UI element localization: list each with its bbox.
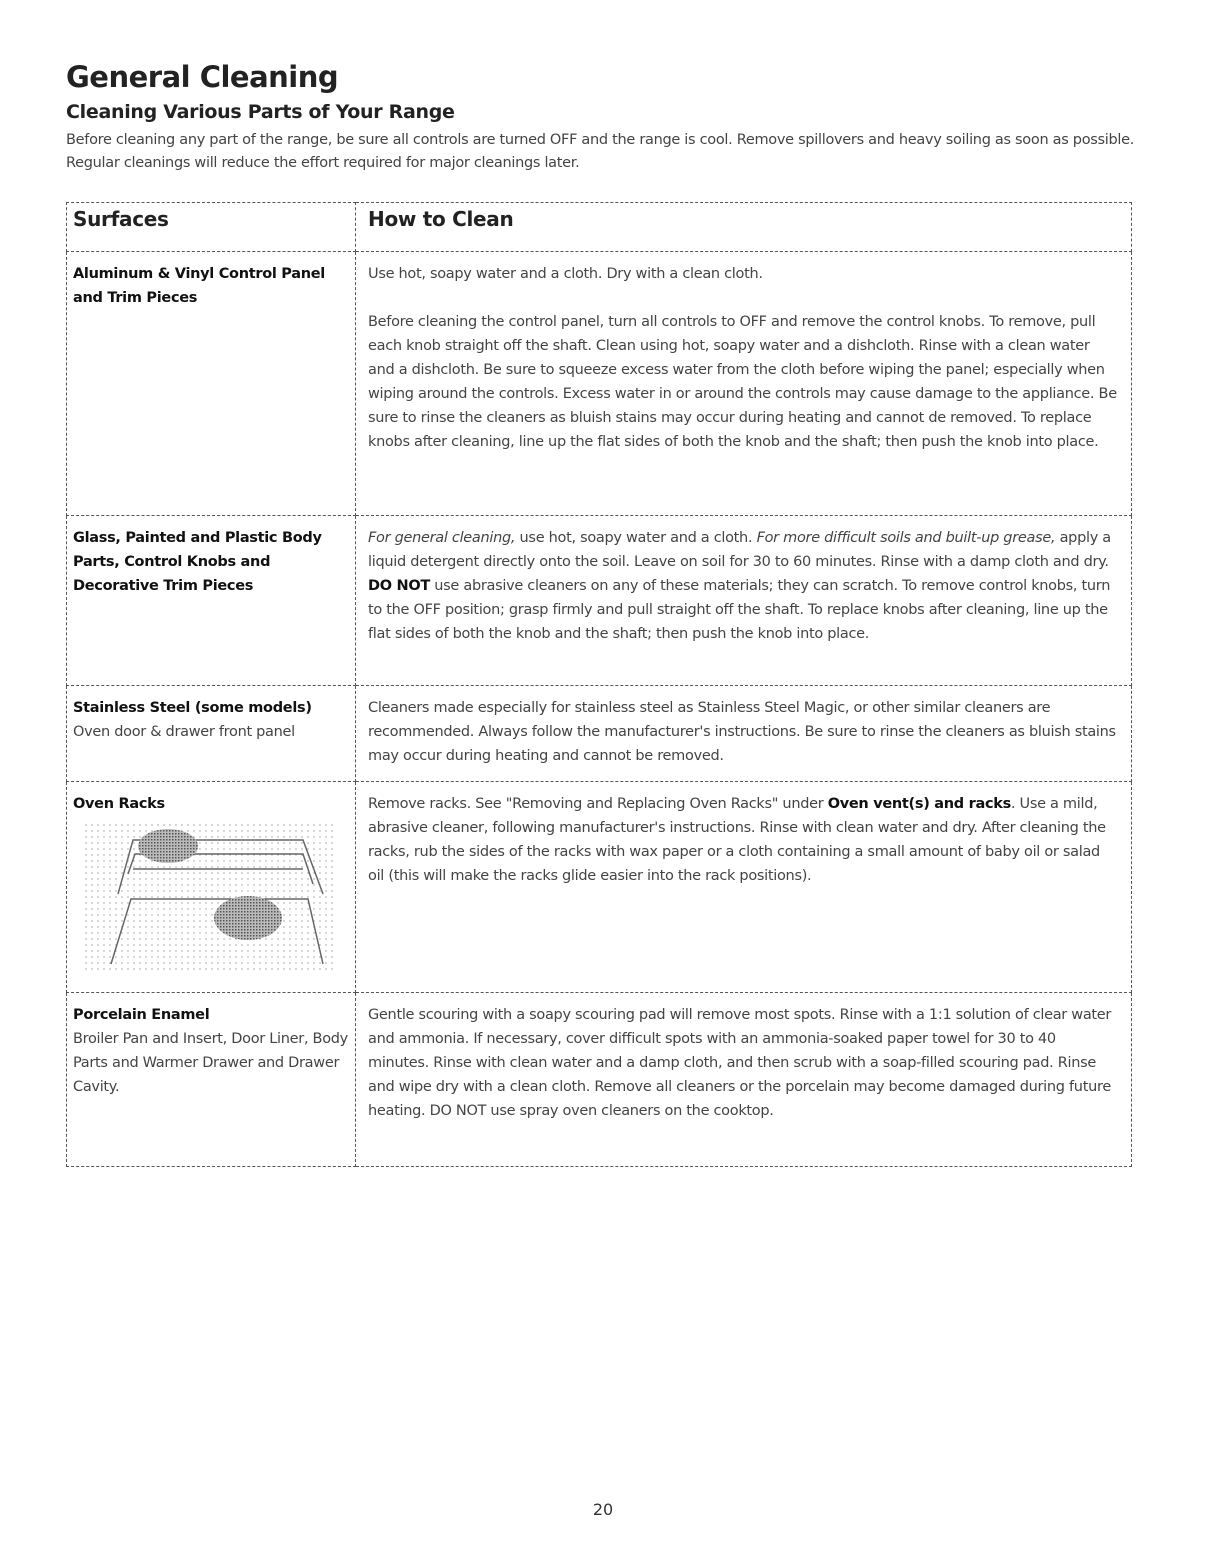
instruction-text: apply a liquid detergent directly onto the soil. Leave on soil for 30 to 60 minutes. Rinse with a damp cloth and dry.: [368, 530, 1111, 570]
cleaning-pad-icon: [138, 829, 198, 863]
surface-name: Oven Racks: [73, 796, 165, 812]
surface-detail: Broiler Pan and Insert, Door Liner, Body Parts and Warmer Drawer and Drawer Cavity.: [73, 1031, 348, 1095]
surface-name: Stainless Steel (some models): [73, 700, 312, 716]
table-row: [67, 686, 1132, 782]
table-row: [67, 516, 1132, 686]
surface-detail: Oven door & drawer front panel: [73, 724, 295, 740]
header-surfaces: Surfaces: [67, 203, 356, 252]
emphasis: For more difficult soils and built-up grease,: [756, 530, 1056, 546]
instruction-text: use abrasive cleaners on any of these materials; they can scratch. To remove control knobs, turn to the OFF position; grasp firmly and pull straight off the shaft. To replace knobs after cleaning, line up the flat sides of both the knob and the shaft; then push the knob into place.: [368, 578, 1111, 642]
instruction-text: Before cleaning the control panel, turn all controls to OFF and remove the control knobs. To remove, pull each knob straight off the shaft. Clean using hot, soapy water and a dishcloth. Rinse with a clean water and a dishcloth. Be sure to squeeze excess water from the cloth before wiping the panel; especially when wiping around the controls. Excess water in or around the controls may cause damage to the appliance. Be sure to rinse the cleaners as bluish stains may occur during heating and cannot de removed. To replace knobs after cleaning, line up the flat sides of both the knob and the shaft; then push the knob into place.: [368, 314, 1117, 450]
page-title: General Cleaning: [66, 60, 339, 94]
table-row: [67, 993, 1132, 1167]
how-cell: Gentle scouring with a soapy scouring pad will remove most spots. Rinse with a 1:1 solution of clear water and ammonia. If necessary, cover difficult spots with an ammonia-soaked paper towel for 30 to 40 minutes. Rinse with clean water and a damp cloth, and then scrub with a soap-filled scouring pad. Rinse and wipe dry with a clean cloth. Remove all cleaners or the porcelain may become damaged during future heating. DO NOT use spray oven cleaners on the cooktop.: [356, 993, 1132, 1167]
cleaning-table: [66, 202, 1132, 1167]
how-cell: [356, 782, 1132, 993]
surface-cell: [67, 993, 356, 1167]
table-header-row: [67, 203, 1132, 252]
how-cell: [356, 252, 1132, 516]
page-number: 20: [592, 1500, 614, 1519]
oven-rack-illustration: [73, 824, 333, 974]
header-how-to-clean: How to Clean: [356, 203, 1132, 252]
how-cell: Cleaners made especially for stainless steel as Stainless Steel Magic, or other similar cleaners are recommended. Always follow the manufacturer's instructions. Be sure to rinse the cleaners as bluish stains may occur during heating and cannot be removed.: [356, 686, 1132, 782]
table-row: [67, 782, 1132, 993]
section-subtitle: Cleaning Various Parts of Your Range: [66, 101, 455, 123]
surface-cell: [67, 782, 356, 993]
cleaning-pad-icon: [214, 896, 282, 940]
instruction-text: . Use a mild, abrasive cleaner, following manufacturer's instructions. Rinse with clean water and dry. After cleaning the racks, rub the sides of the racks with wax paper or a cloth containing a small amount of baby oil or salad oil (this will make the racks glide easier into the rack positions).: [368, 796, 1106, 884]
table-row: [67, 252, 1132, 516]
instruction-text: Use hot, soapy water and a cloth. Dry with a clean cloth.: [368, 266, 763, 282]
intro-paragraph: Before cleaning any part of the range, be sure all controls are turned OFF and the range is cool. Remove spillovers and heavy soiling as soon as possible. Regular cleanings will reduce the effort required for major cleanings later.: [66, 132, 1135, 171]
instruction-text: use hot, soapy water and a cloth.: [515, 530, 757, 546]
how-cell: [356, 516, 1132, 686]
warning-text: DO NOT: [368, 578, 430, 594]
surface-cell: [67, 686, 356, 782]
emphasis: For general cleaning,: [368, 530, 516, 546]
reference-text: Oven vent(s) and racks: [827, 796, 1011, 812]
surface-name: Porcelain Enamel: [73, 1007, 210, 1023]
instruction-text: Remove racks. See "Removing and Replacing Oven Racks" under: [368, 796, 828, 812]
surface-cell: Aluminum & Vinyl Control Panel and Trim Pieces: [67, 252, 356, 516]
surface-cell: Glass, Painted and Plastic Body Parts, Control Knobs and Decorative Trim Pieces: [67, 516, 356, 686]
